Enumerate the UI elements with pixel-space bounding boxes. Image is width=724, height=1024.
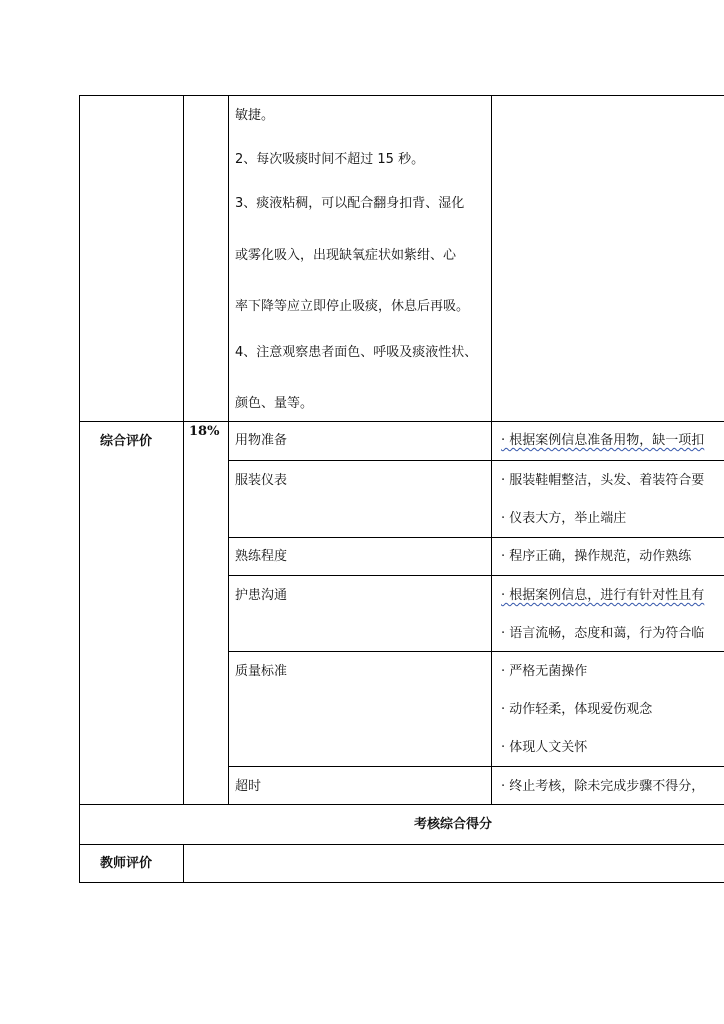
row-divider: [228, 651, 724, 652]
item-name: 超时: [235, 779, 262, 794]
column-divider: [183, 95, 184, 805]
row-divider: [79, 844, 724, 845]
total-score-label: 考核综合得分: [414, 817, 493, 832]
item-name: 熟练程度: [235, 549, 288, 564]
column-divider: [183, 844, 184, 882]
item-criterion: · 仪表大方，举止端庄: [501, 511, 627, 526]
item-name: 护患沟通: [235, 588, 288, 603]
item-criterion: · 动作轻柔，体现爱伤观念: [501, 702, 653, 717]
item-criterion-text: · 根据案例信息准备用物，缺一项扣: [501, 433, 705, 448]
teacher-eval-label: 教师评价: [100, 856, 153, 871]
row-divider: [79, 804, 724, 805]
steps-line: 颜色、量等。: [235, 396, 314, 411]
item-name: 用物准备: [235, 433, 288, 448]
item-criterion: · 程序正确，操作规范，动作熟练: [501, 549, 692, 564]
steps-line: 或雾化吸入，出现缺氧症状如紫绀、心: [235, 248, 457, 263]
row-divider: [228, 766, 724, 767]
overall-weight: 18%: [189, 424, 220, 439]
table-top-border: [79, 95, 724, 96]
item-criterion: · 严格无菌操作: [501, 664, 588, 679]
steps-line: 2、每次吸痰时间不超过 15 秒。: [235, 152, 425, 167]
item-criterion: · 语言流畅，态度和蔼，行为符合临: [501, 626, 705, 641]
item-name: 质量标准: [235, 664, 288, 679]
item-name: 服装仪表: [235, 473, 288, 488]
item-criterion: · 体现人文关怀: [501, 740, 588, 755]
item-criterion: · 服装鞋帽整洁，头发、着装符合要: [501, 473, 705, 488]
row-divider: [228, 575, 724, 576]
steps-line: 4、注意观察患者面色、呼吸及痰液性状、: [235, 345, 478, 360]
steps-line: 率下降等应立即停止吸痰，休息后再吸。: [235, 299, 470, 314]
item-criterion: [501, 588, 704, 604]
row-divider: [79, 421, 724, 422]
table-left-border: [79, 95, 80, 883]
column-divider: [228, 95, 229, 805]
item-criterion: [501, 433, 704, 449]
row-divider: [228, 537, 724, 538]
row-divider: [228, 460, 724, 461]
item-criterion-text: · 根据案例信息，进行有针对性且有: [501, 588, 705, 603]
column-divider: [491, 95, 492, 805]
steps-line: 3、痰液粘稠，可以配合翻身扣背、湿化: [235, 196, 465, 211]
steps-line: 敏捷。: [235, 108, 275, 123]
table-bottom-border: [79, 882, 724, 883]
item-criterion: · 终止考核，除未完成步骤不得分，: [501, 779, 705, 794]
overall-eval-label: 综合评价: [100, 434, 153, 449]
